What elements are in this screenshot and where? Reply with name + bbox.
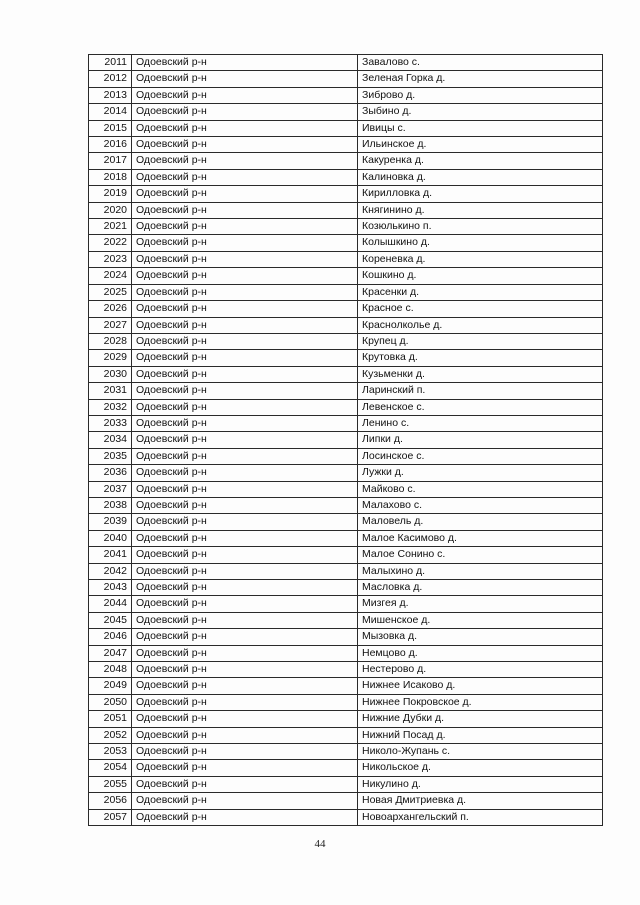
district-cell: Одоевский р-н: [132, 202, 358, 218]
row-number-cell: 2018: [89, 169, 132, 185]
settlement-cell: Калиновка д.: [358, 169, 603, 185]
row-number-cell: 2037: [89, 481, 132, 497]
row-number-cell: 2019: [89, 186, 132, 202]
row-number-cell: 2024: [89, 268, 132, 284]
row-number-cell: 2036: [89, 465, 132, 481]
row-number-cell: 2042: [89, 563, 132, 579]
settlement-cell: Кошкино д.: [358, 268, 603, 284]
district-cell: Одоевский р-н: [132, 55, 358, 71]
row-number-cell: 2049: [89, 678, 132, 694]
row-number-cell: 2031: [89, 383, 132, 399]
district-cell: Одоевский р-н: [132, 497, 358, 513]
settlement-cell: Никулино д.: [358, 776, 603, 792]
row-number-cell: 2012: [89, 71, 132, 87]
settlement-cell: Нижнее Покровское д.: [358, 694, 603, 710]
table-row: [89, 317, 603, 333]
row-number-cell: 2032: [89, 399, 132, 415]
district-cell: Одоевский р-н: [132, 415, 358, 431]
row-number-cell: 2038: [89, 497, 132, 513]
settlement-cell: Лосинское с.: [358, 448, 603, 464]
district-cell: Одоевский р-н: [132, 596, 358, 612]
district-cell: Одоевский р-н: [132, 137, 358, 153]
district-cell: Одоевский р-н: [132, 514, 358, 530]
table-row: [89, 350, 603, 366]
table-row: [89, 596, 603, 612]
district-cell: Одоевский р-н: [132, 776, 358, 792]
row-number-cell: 2039: [89, 514, 132, 530]
district-cell: Одоевский р-н: [132, 481, 358, 497]
records-table: [88, 54, 603, 826]
table-row: [89, 87, 603, 103]
row-number-cell: 2052: [89, 727, 132, 743]
settlement-cell: Нижний Посад д.: [358, 727, 603, 743]
settlement-cell: Малое Касимово д.: [358, 530, 603, 546]
settlement-cell: Кузьменки д.: [358, 366, 603, 382]
row-number-cell: 2057: [89, 809, 132, 825]
table-row: [89, 153, 603, 169]
row-number-cell: 2056: [89, 793, 132, 809]
district-cell: Одоевский р-н: [132, 563, 358, 579]
table-row: [89, 120, 603, 136]
district-cell: Одоевский р-н: [132, 301, 358, 317]
table-row: [89, 563, 603, 579]
table-row: [89, 547, 603, 563]
table-row: [89, 137, 603, 153]
row-number-cell: 2026: [89, 301, 132, 317]
table-row: [89, 744, 603, 760]
district-cell: Одоевский р-н: [132, 268, 358, 284]
table-row: [89, 465, 603, 481]
district-cell: Одоевский р-н: [132, 317, 358, 333]
settlement-cell: Липки д.: [358, 432, 603, 448]
row-number-cell: 2027: [89, 317, 132, 333]
row-number-cell: 2046: [89, 629, 132, 645]
table-row: [89, 432, 603, 448]
settlement-cell: Красное с.: [358, 301, 603, 317]
row-number-cell: 2034: [89, 432, 132, 448]
row-number-cell: 2055: [89, 776, 132, 792]
settlement-cell: Малахово с.: [358, 497, 603, 513]
row-number-cell: 2014: [89, 104, 132, 120]
settlement-cell: Левенское с.: [358, 399, 603, 415]
row-number-cell: 2013: [89, 87, 132, 103]
table-row: [89, 71, 603, 87]
district-cell: Одоевский р-н: [132, 612, 358, 628]
table-row: [89, 399, 603, 415]
district-cell: Одоевский р-н: [132, 645, 358, 661]
table-row: [89, 169, 603, 185]
settlement-cell: Никольское д.: [358, 760, 603, 776]
table-row: [89, 268, 603, 284]
table-row: [89, 104, 603, 120]
row-number-cell: 2016: [89, 137, 132, 153]
settlement-cell: Масловка д.: [358, 580, 603, 596]
district-cell: Одоевский р-н: [132, 71, 358, 87]
settlement-cell: Новая Дмитриевка д.: [358, 793, 603, 809]
row-number-cell: 2015: [89, 120, 132, 136]
row-number-cell: 2043: [89, 580, 132, 596]
settlement-cell: Завалово с.: [358, 55, 603, 71]
table-row: [89, 481, 603, 497]
settlement-cell: Козюлькино п.: [358, 219, 603, 235]
settlement-cell: Колышкино д.: [358, 235, 603, 251]
table-row: [89, 366, 603, 382]
district-cell: Одоевский р-н: [132, 153, 358, 169]
row-number-cell: 2050: [89, 694, 132, 710]
table-row: [89, 219, 603, 235]
row-number-cell: 2030: [89, 366, 132, 382]
table-row: [89, 333, 603, 349]
row-number-cell: 2047: [89, 645, 132, 661]
table-row: [89, 530, 603, 546]
table-row: [89, 711, 603, 727]
settlement-cell: Новоархангельский п.: [358, 809, 603, 825]
district-cell: Одоевский р-н: [132, 186, 358, 202]
settlement-cell: Нижнее Исаково д.: [358, 678, 603, 694]
settlement-cell: Краснолколье д.: [358, 317, 603, 333]
settlement-cell: Маловель д.: [358, 514, 603, 530]
district-cell: Одоевский р-н: [132, 547, 358, 563]
row-number-cell: 2025: [89, 284, 132, 300]
row-number-cell: 2022: [89, 235, 132, 251]
district-cell: Одоевский р-н: [132, 219, 358, 235]
district-cell: Одоевский р-н: [132, 120, 358, 136]
settlement-cell: Княгинино д.: [358, 202, 603, 218]
district-cell: Одоевский р-н: [132, 744, 358, 760]
district-cell: Одоевский р-н: [132, 793, 358, 809]
row-number-cell: 2035: [89, 448, 132, 464]
table-row: [89, 809, 603, 825]
row-number-cell: 2041: [89, 547, 132, 563]
settlement-cell: Крутовка д.: [358, 350, 603, 366]
district-cell: Одоевский р-н: [132, 662, 358, 678]
district-cell: Одоевский р-н: [132, 760, 358, 776]
row-number-cell: 2040: [89, 530, 132, 546]
settlement-cell: Николо-Жупань с.: [358, 744, 603, 760]
settlement-cell: Мызовка д.: [358, 629, 603, 645]
district-cell: Одоевский р-н: [132, 333, 358, 349]
settlement-cell: Малыхино д.: [358, 563, 603, 579]
settlement-cell: Какуренка д.: [358, 153, 603, 169]
district-cell: Одоевский р-н: [132, 465, 358, 481]
table-row: [89, 514, 603, 530]
district-cell: Одоевский р-н: [132, 727, 358, 743]
table-row: [89, 776, 603, 792]
district-cell: Одоевский р-н: [132, 711, 358, 727]
row-number-cell: 2017: [89, 153, 132, 169]
settlement-cell: Зиброво д.: [358, 87, 603, 103]
row-number-cell: 2011: [89, 55, 132, 71]
district-cell: Одоевский р-н: [132, 694, 358, 710]
settlement-cell: Малое Сонино с.: [358, 547, 603, 563]
table-row: [89, 202, 603, 218]
row-number-cell: 2054: [89, 760, 132, 776]
district-cell: Одоевский р-н: [132, 251, 358, 267]
district-cell: Одоевский р-н: [132, 284, 358, 300]
table-row: [89, 727, 603, 743]
district-cell: Одоевский р-н: [132, 432, 358, 448]
settlement-cell: Нижние Дубки д.: [358, 711, 603, 727]
row-number-cell: 2020: [89, 202, 132, 218]
district-cell: Одоевский р-н: [132, 530, 358, 546]
settlement-cell: Кирилловка д.: [358, 186, 603, 202]
settlement-cell: Зыбино д.: [358, 104, 603, 120]
table-row: [89, 284, 603, 300]
settlement-cell: Кореневка д.: [358, 251, 603, 267]
district-cell: Одоевский р-н: [132, 104, 358, 120]
table-row: [89, 629, 603, 645]
district-cell: Одоевский р-н: [132, 350, 358, 366]
table-row: [89, 760, 603, 776]
table-row: [89, 793, 603, 809]
row-number-cell: 2053: [89, 744, 132, 760]
row-number-cell: 2023: [89, 251, 132, 267]
settlement-cell: Красенки д.: [358, 284, 603, 300]
table-row: [89, 186, 603, 202]
row-number-cell: 2044: [89, 596, 132, 612]
table-row: [89, 662, 603, 678]
settlement-cell: Ленино с.: [358, 415, 603, 431]
district-cell: Одоевский р-н: [132, 448, 358, 464]
table-row: [89, 580, 603, 596]
row-number-cell: 2033: [89, 415, 132, 431]
table-row: [89, 612, 603, 628]
settlement-cell: Немцово д.: [358, 645, 603, 661]
district-cell: Одоевский р-н: [132, 678, 358, 694]
settlement-cell: Майково с.: [358, 481, 603, 497]
district-cell: Одоевский р-н: [132, 366, 358, 382]
table-row: [89, 301, 603, 317]
settlement-cell: Нестерово д.: [358, 662, 603, 678]
table-row: [89, 235, 603, 251]
table-row: [89, 415, 603, 431]
settlement-cell: Зеленая Горка д.: [358, 71, 603, 87]
settlement-cell: Мишенское д.: [358, 612, 603, 628]
settlement-cell: Ларинский п.: [358, 383, 603, 399]
table-row: [89, 55, 603, 71]
district-cell: Одоевский р-н: [132, 383, 358, 399]
records-table-body: [89, 55, 603, 826]
district-cell: Одоевский р-н: [132, 580, 358, 596]
row-number-cell: 2045: [89, 612, 132, 628]
table-row: [89, 497, 603, 513]
row-number-cell: 2051: [89, 711, 132, 727]
settlement-cell: Мизгея д.: [358, 596, 603, 612]
row-number-cell: 2021: [89, 219, 132, 235]
table-row: [89, 448, 603, 464]
district-cell: Одоевский р-н: [132, 87, 358, 103]
settlement-cell: Крупец д.: [358, 333, 603, 349]
district-cell: Одоевский р-н: [132, 629, 358, 645]
table-row: [89, 645, 603, 661]
table-row: [89, 383, 603, 399]
table-row: [89, 678, 603, 694]
table-row: [89, 694, 603, 710]
row-number-cell: 2029: [89, 350, 132, 366]
district-cell: Одоевский р-н: [132, 235, 358, 251]
row-number-cell: 2048: [89, 662, 132, 678]
settlement-cell: Ивицы с.: [358, 120, 603, 136]
page-number: 44: [314, 838, 326, 850]
district-cell: Одоевский р-н: [132, 169, 358, 185]
district-cell: Одоевский р-н: [132, 399, 358, 415]
settlement-cell: Ильинское д.: [358, 137, 603, 153]
settlement-cell: Лужки д.: [358, 465, 603, 481]
table-row: [89, 251, 603, 267]
row-number-cell: 2028: [89, 333, 132, 349]
district-cell: Одоевский р-н: [132, 809, 358, 825]
